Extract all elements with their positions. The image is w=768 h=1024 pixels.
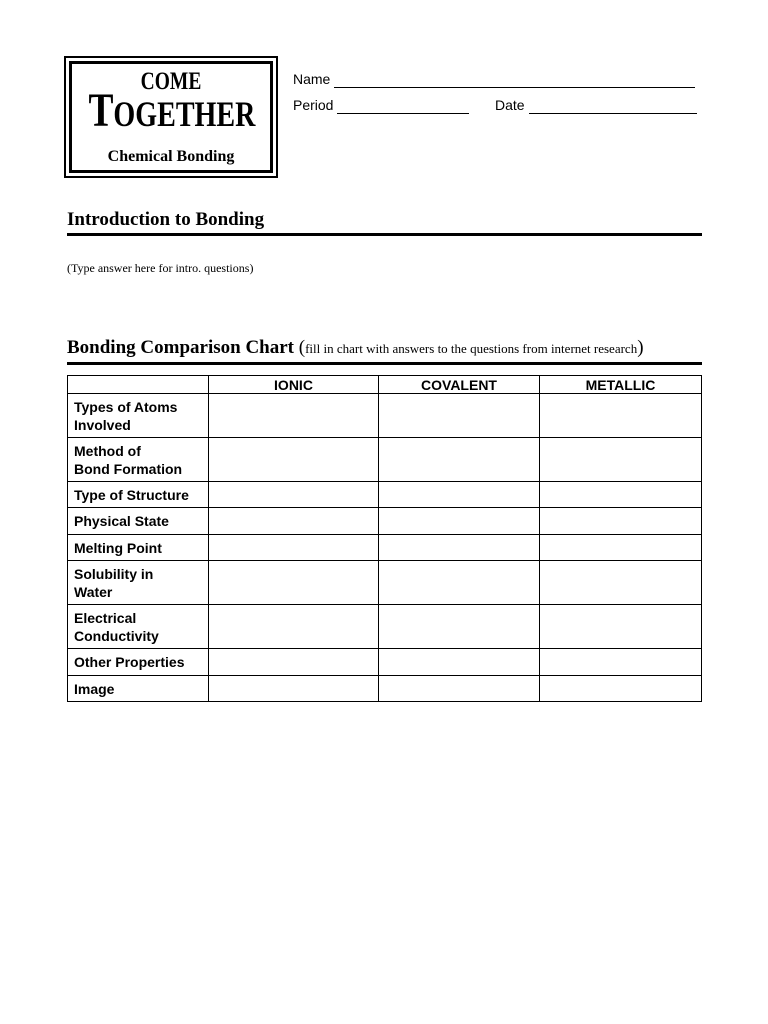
row-label-line1: Other Properties bbox=[74, 654, 185, 670]
ionic-cell[interactable] bbox=[209, 438, 379, 482]
table-row bbox=[68, 561, 702, 605]
row-label-line2: Conductivity bbox=[74, 627, 159, 644]
row-label-line1: Image bbox=[74, 680, 115, 697]
metallic-cell[interactable] bbox=[540, 535, 702, 561]
row-label-line2: Bond Formation bbox=[74, 460, 183, 477]
period-input-line[interactable] bbox=[337, 99, 469, 114]
row-label bbox=[68, 535, 209, 561]
comparison-paren-open: ( bbox=[298, 337, 306, 358]
metallic-cell[interactable] bbox=[540, 605, 702, 649]
date-label: Date bbox=[495, 97, 525, 113]
table-row bbox=[68, 676, 702, 702]
bonding-comparison-table bbox=[67, 375, 702, 702]
metallic-cell[interactable] bbox=[540, 649, 702, 676]
row-label bbox=[68, 482, 209, 508]
ionic-cell[interactable] bbox=[209, 508, 379, 535]
comparison-title-text: Bonding Comparison Chart bbox=[67, 337, 294, 358]
row-label-line1: Electrical bbox=[74, 609, 137, 626]
metallic-cell[interactable] bbox=[540, 508, 702, 535]
ionic-cell[interactable] bbox=[209, 535, 379, 561]
comparison-note: fill in chart with answers to the questions from internet research bbox=[305, 341, 638, 356]
covalent-cell[interactable] bbox=[379, 649, 540, 676]
row-label-line1: Method of bbox=[74, 442, 141, 459]
metallic-cell[interactable] bbox=[540, 561, 702, 605]
date-input-line[interactable] bbox=[529, 99, 697, 114]
table-header-row bbox=[68, 376, 702, 394]
row-label bbox=[68, 438, 209, 482]
ionic-cell[interactable] bbox=[209, 394, 379, 438]
row-label-line1: Solubility in bbox=[74, 565, 154, 582]
row-label bbox=[68, 649, 209, 676]
metallic-cell[interactable] bbox=[540, 482, 702, 508]
row-label bbox=[68, 561, 209, 605]
row-label-line2: Water bbox=[74, 583, 113, 600]
covalent-cell[interactable] bbox=[379, 535, 540, 561]
period-field[interactable] bbox=[293, 96, 469, 114]
logo-together-text bbox=[88, 84, 256, 147]
header-ionic: IONIC bbox=[209, 376, 379, 394]
row-label bbox=[68, 508, 209, 535]
comparison-paren-close: ) bbox=[637, 337, 644, 358]
intro-rule bbox=[67, 233, 702, 236]
covalent-cell[interactable] bbox=[379, 561, 540, 605]
ionic-cell[interactable] bbox=[209, 676, 379, 702]
table-row bbox=[68, 605, 702, 649]
metallic-cell[interactable] bbox=[540, 676, 702, 702]
row-label bbox=[68, 394, 209, 438]
row-label-line1: Types of Atoms bbox=[74, 398, 178, 415]
row-label bbox=[68, 676, 209, 702]
logo-come-text: COME bbox=[140, 68, 202, 95]
ionic-cell[interactable] bbox=[209, 482, 379, 508]
table-row bbox=[68, 649, 702, 676]
row-label bbox=[68, 605, 209, 649]
intro-answer-note[interactable]: (Type answer here for intro. questions) bbox=[67, 261, 254, 275]
logo-inner-frame bbox=[69, 61, 273, 173]
row-label-line2: Involved bbox=[74, 416, 131, 433]
logo-together-initial: T bbox=[88, 84, 114, 137]
header-corner bbox=[68, 376, 209, 394]
covalent-cell[interactable] bbox=[379, 676, 540, 702]
covalent-cell[interactable] bbox=[379, 508, 540, 535]
logo-together-rest: OGETHER bbox=[113, 94, 256, 134]
table-row bbox=[68, 482, 702, 508]
metallic-cell[interactable] bbox=[540, 438, 702, 482]
row-label-line1: Physical State bbox=[74, 513, 169, 529]
table-row bbox=[68, 394, 702, 438]
comparison-title bbox=[67, 337, 644, 359]
metallic-cell[interactable] bbox=[540, 394, 702, 438]
comparison-rule bbox=[67, 362, 702, 365]
covalent-cell[interactable] bbox=[379, 394, 540, 438]
ionic-cell[interactable] bbox=[209, 561, 379, 605]
name-field[interactable] bbox=[293, 70, 695, 88]
covalent-cell[interactable] bbox=[379, 605, 540, 649]
come-together-logo bbox=[64, 56, 278, 178]
date-field[interactable] bbox=[495, 96, 697, 114]
name-label: Name bbox=[293, 71, 331, 87]
covalent-cell[interactable] bbox=[379, 438, 540, 482]
ionic-cell[interactable] bbox=[209, 605, 379, 649]
intro-title: Introduction to Bonding bbox=[67, 209, 265, 230]
header-covalent: COVALENT bbox=[379, 376, 540, 394]
period-label: Period bbox=[293, 97, 334, 113]
header-metallic: METALLIC bbox=[540, 376, 702, 394]
covalent-cell[interactable] bbox=[379, 482, 540, 508]
table-row bbox=[68, 535, 702, 561]
logo-subtitle: Chemical Bonding bbox=[107, 148, 235, 165]
ionic-cell[interactable] bbox=[209, 649, 379, 676]
row-label-line1: Melting Point bbox=[74, 539, 162, 556]
table-row bbox=[68, 438, 702, 482]
table-row bbox=[68, 508, 702, 535]
name-input-line[interactable] bbox=[334, 73, 695, 88]
row-label-line1: Type of Structure bbox=[74, 486, 189, 503]
